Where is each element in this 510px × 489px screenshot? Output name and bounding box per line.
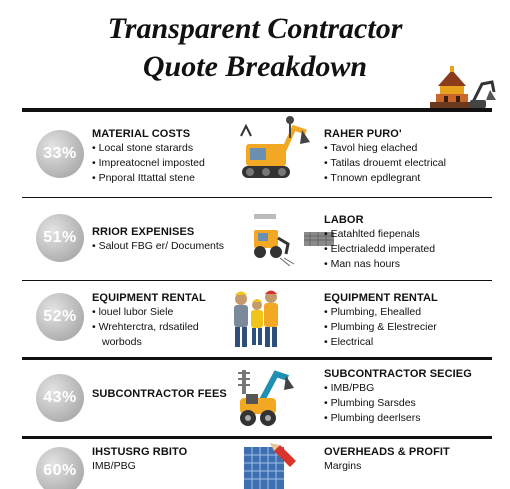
equipment-rental-right-block (324, 291, 438, 350)
insurance-block (92, 445, 187, 474)
section-heading: LABOR (324, 214, 364, 226)
list-item: • Tatilas drouemt electrical (324, 156, 446, 171)
subcontractor-fees-block (92, 387, 227, 401)
percent-badge: 51% (36, 214, 84, 262)
section-heading: OVERHEADS & PROFIT (324, 446, 450, 458)
blueprint-pencil-icon (240, 441, 302, 489)
list-item: • Plumbing & Elestrecier (324, 320, 438, 335)
list-item: • Plumbing, Ehealled (324, 305, 438, 320)
prior-expenses-block (92, 225, 224, 254)
section-heading: EQUIPMENT RENTAL (92, 292, 206, 304)
labor-block (324, 213, 435, 272)
workers-icon (227, 285, 301, 351)
section-heading: IHSTUSRG RBITO (92, 446, 188, 458)
section-heading: RAHER PURO' (324, 128, 402, 140)
title-line-1: Transparent Contractor (107, 12, 403, 45)
list-item: • Pnporal Ittattal stene (92, 171, 205, 186)
list-item: • Electrical (324, 335, 438, 350)
percent-badge: 60% (36, 447, 84, 489)
section-heading: SUBCONTRACTOR SECIEG (324, 368, 472, 380)
plain-text: Margins (324, 460, 362, 472)
section-heading: RRIOR EXPENISES (92, 226, 195, 238)
list-item: • louel lubor Siele (92, 305, 206, 320)
equipment-rental-left-block (92, 291, 206, 350)
list-item: • Plumbing deerlsers (324, 411, 472, 426)
row-labor (22, 198, 492, 280)
percent-badge: 43% (36, 374, 84, 422)
list-item: • Salout FBG er/ Documents (92, 239, 224, 254)
row-equipment-rental (22, 281, 492, 357)
row-material-costs (22, 112, 492, 197)
list-item: • Eatahlted fiepenals (324, 227, 435, 242)
list-item-continued: worbods (102, 336, 142, 348)
list-item: • IMB/PBG (324, 381, 472, 396)
plain-text: IMB/PBG (92, 460, 136, 472)
backhoe-icon (232, 364, 298, 430)
section-heading: EQUIPMENT RENTAL (324, 292, 438, 304)
right-block (324, 127, 446, 186)
percent-badge: 33% (36, 130, 84, 178)
title-line-2: Quote Breakdown (142, 50, 368, 83)
list-item: • Impreatocnel imposted (92, 156, 205, 171)
wrench-icon (284, 116, 296, 138)
temple-excavator-illustration (428, 64, 498, 110)
list-item: • Wrehterctra, rdsatiled (92, 320, 206, 335)
overheads-profit-block (324, 445, 450, 474)
subcontractor-right-block (324, 367, 472, 426)
list-item: • Plumbing Sarsdes (324, 396, 472, 411)
list-item: • Electrialedd imperated (324, 242, 435, 257)
list-item: • Man nas hours (324, 257, 435, 272)
list-item: • Tavol hieg elached (324, 141, 446, 156)
list-item: • Local stone starards (92, 141, 205, 156)
list-item: • Tnnown epdlegrant (324, 171, 446, 186)
percent-badge: 52% (36, 293, 84, 341)
row-overheads-profit (22, 439, 492, 489)
excavator-icon (236, 120, 316, 184)
section-heading: SUBCONTRACTOR FEES (92, 388, 227, 400)
section-heading: MATERIAL COSTS (92, 128, 191, 140)
material-costs-block (92, 127, 205, 186)
row-subcontractor (22, 360, 492, 436)
